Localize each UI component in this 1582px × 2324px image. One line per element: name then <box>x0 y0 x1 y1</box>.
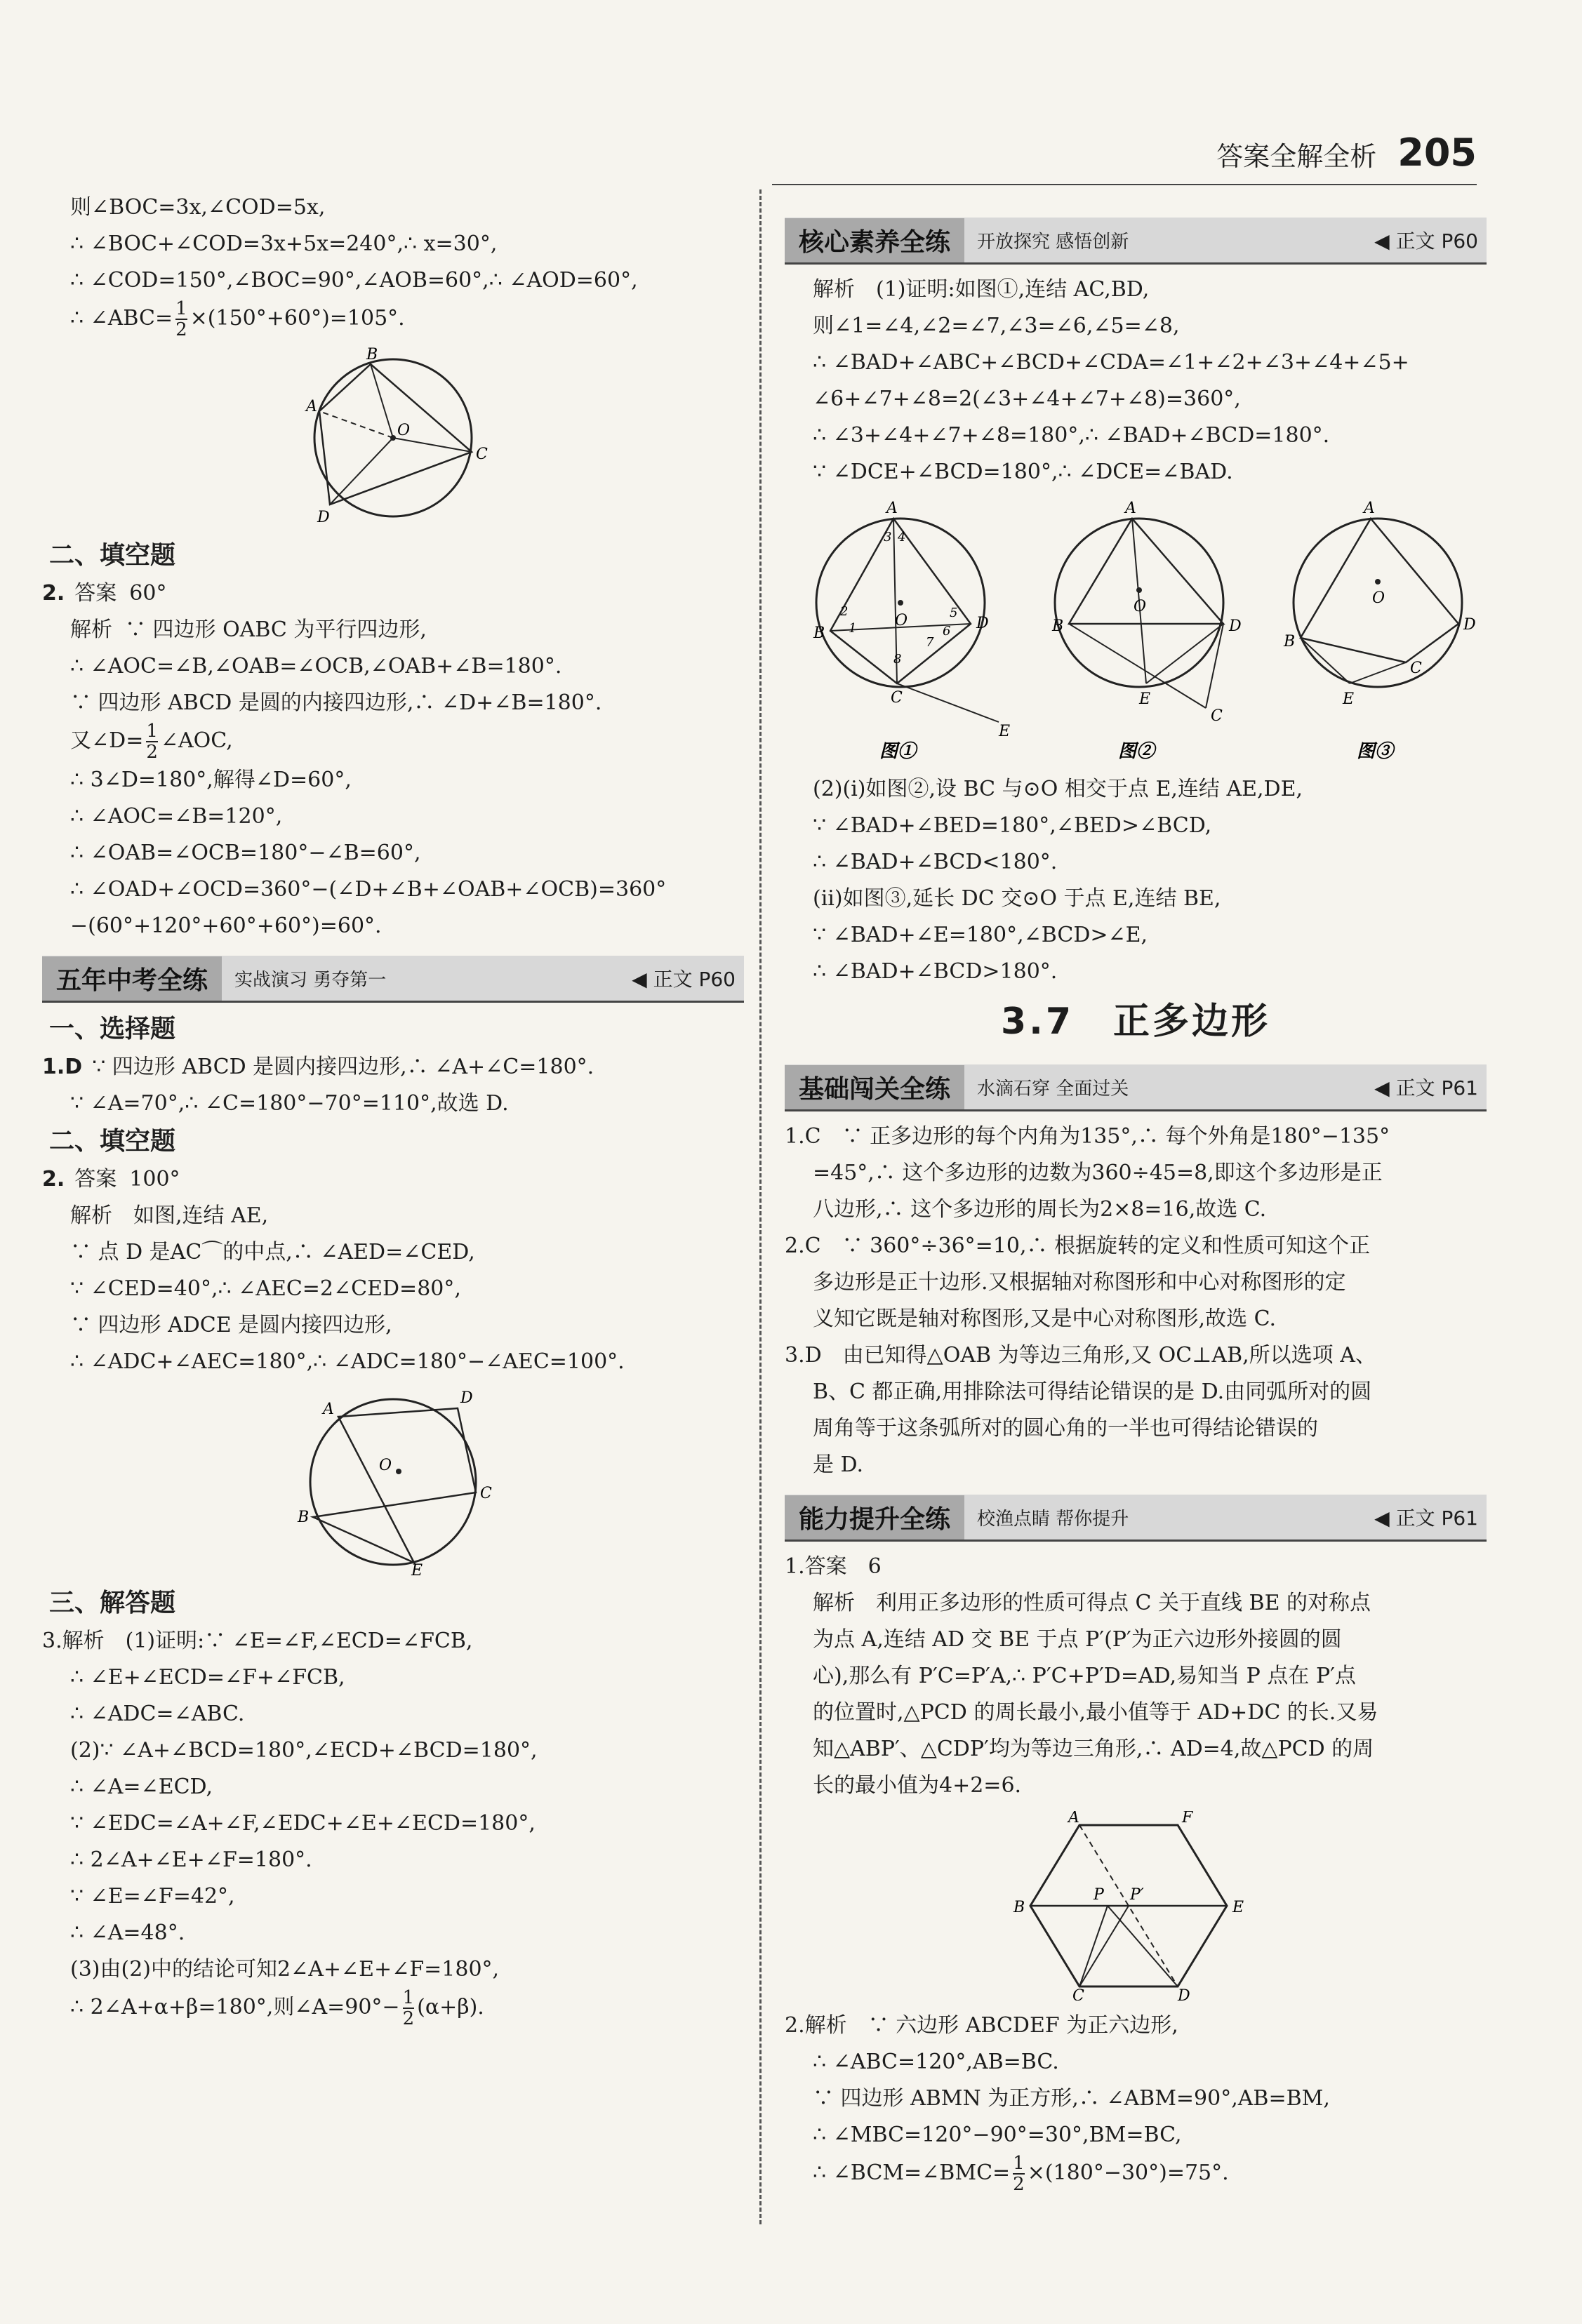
svg-text:5: 5 <box>950 606 958 620</box>
text-line: ∵ ∠BAD+∠E=180°,∠BCD>∠E, <box>813 923 1148 947</box>
svg-text:O: O <box>397 422 411 439</box>
text-line: ∴ ∠A=∠ECD, <box>70 1775 213 1799</box>
text-line: 3.D 由已知得△OAB 为等边三角形,又 OC⊥AB,所以选项 A、 <box>785 1343 1376 1368</box>
chapter-title: 3.7 正多边形 <box>1000 1001 1271 1043</box>
svg-text:B: B <box>366 347 378 363</box>
text-line: 多边形是正十边形.又根据轴对称图形和中心对称图形的定 <box>813 1270 1346 1295</box>
svg-text:B: B <box>298 1509 310 1526</box>
fraction: $\frac{1}{2}$ <box>1013 2153 1025 2195</box>
svg-text:E: E <box>1139 690 1151 708</box>
section-heading: 二、填空题 <box>49 541 176 570</box>
column-divider <box>759 189 762 2224</box>
right-column <box>785 189 1487 2194</box>
svg-text:7: 7 <box>926 635 934 650</box>
text-line: (ii)如图③,延长 DC 交⊙O 于点 E,连结 BE, <box>813 886 1221 911</box>
banner-ability: 能力提升全练 校渔点睛 帮你提升 ◀ 正文 P61 <box>785 1495 1487 1542</box>
text-line: (3)由(2)中的结论可知2∠A+∠E+∠F=180°, <box>70 1957 500 1982</box>
text-line: ∴ ∠MBC=120°−90°=30°,BM=BC, <box>813 2123 1182 2147</box>
text-line: ∵ 点 D 是AC⌒的中点,∴ ∠AED=∠CED, <box>70 1240 475 1264</box>
answer-line: 2. 答案 60° <box>42 581 167 606</box>
text-line: 2.解析 ∵ 六边形 ABCDEF 为正六边形, <box>785 2013 1178 2038</box>
svg-text:4: 4 <box>898 530 906 545</box>
answer-line: 2. 答案 100° <box>42 1167 180 1191</box>
text-line: 解析 利用正多边形的性质可得点 C 关于直线 BE 的对称点 <box>813 1591 1371 1615</box>
figure-three-circles <box>788 497 1483 764</box>
svg-text:图③: 图③ <box>1357 741 1394 762</box>
svg-text:P: P <box>1094 1886 1104 1904</box>
svg-text:2: 2 <box>840 604 849 619</box>
text-line: ∴ ∠BOC+∠COD=3x+5x=240°,∴ x=30°, <box>70 232 498 256</box>
svg-text:A: A <box>1364 500 1375 517</box>
svg-text:6: 6 <box>943 624 951 639</box>
svg-text:A: A <box>323 1401 334 1418</box>
text-line: 周角等于这条弧所对的圆心角的一半也可得结论错误的 <box>813 1416 1318 1441</box>
text-line: 八边形,∴ 这个多边形的周长为2×8=16,故选 C. <box>813 1197 1267 1222</box>
page-header <box>1216 131 1477 175</box>
text-line: ∴ ∠BAD+∠BCD<180°. <box>813 850 1058 874</box>
text-line: (2)(i)如图②,设 BC 与⊙O 相交于点 E,连结 AE,DE, <box>813 777 1303 801</box>
text-line: =45°,∴ 这个多边形的边数为360÷45=8,即这个多边形是正 <box>813 1161 1383 1185</box>
text-line: 解析 (1)证明:如图①,连结 AC,BD, <box>813 277 1150 302</box>
svg-text:D: D <box>460 1389 473 1407</box>
fraction: $\frac{1}{2}$ <box>146 721 158 763</box>
text-line: 解析 如图,连结 AE, <box>70 1203 269 1228</box>
text-line: ∴ ∠E+∠ECD=∠F+∠FCB, <box>70 1665 345 1690</box>
svg-text:E: E <box>1232 1899 1244 1916</box>
banner-core: 核心素养全练 开放探究 感悟创新 ◀ 正文 P60 <box>785 218 1487 265</box>
figure-circle-abcd <box>281 347 505 529</box>
svg-text:E: E <box>1343 690 1355 708</box>
svg-text:B: B <box>1284 633 1296 650</box>
svg-text:C: C <box>1211 707 1223 725</box>
svg-text:O: O <box>895 612 908 629</box>
text-line: B、C 都正确,用排除法可得结论错误的是 D.由同弧所对的圆 <box>813 1380 1372 1404</box>
text-line: 义知它既是轴对称图形,又是中心对称图形,故选 C. <box>813 1307 1277 1331</box>
svg-text:D: D <box>1178 1987 1190 2001</box>
text-line: ∴ 2∠A+∠E+∠F=180°. <box>70 1848 312 1872</box>
text-line: 1.C ∵ 正多边形的每个内角为135°,∴ 每个外角是180°−135° <box>785 1124 1390 1149</box>
text-line: ∴ ∠AOC=∠B=120°, <box>70 804 283 829</box>
text-line: ∴ ∠COD=150°,∠BOC=90°,∠AOB=60°,∴ ∠AOD=60°, <box>70 268 638 293</box>
svg-text:E: E <box>999 723 1011 740</box>
text-line: ∴ 3∠D=180°,解得∠D=60°, <box>70 768 352 792</box>
text-line: ∴ ∠A=48°. <box>70 1921 185 1945</box>
section-heading: 一、选择题 <box>49 1015 176 1043</box>
svg-text:A: A <box>886 500 898 517</box>
text-line: ∴ ∠OAD+∠OCD=360°−(∠D+∠B+∠OAB+∠OCB)=360° <box>70 877 667 902</box>
text-line: 解析 ∵ 四边形 OABC 为平行四边形, <box>70 617 427 642</box>
svg-text:D: D <box>1463 616 1476 634</box>
text-line: 心),那么有 P′C=P′A,∴ P′C+P′D=AD,易知当 P 点在 P′点 <box>813 1664 1356 1688</box>
section-heading: 二、填空题 <box>49 1127 176 1156</box>
svg-text:C: C <box>480 1485 492 1502</box>
text-line: ∴ ∠BAD+∠BCD>180°. <box>813 959 1058 984</box>
svg-text:P′: P′ <box>1130 1886 1144 1904</box>
text-line: ∵ 四边形 ADCE 是圆内接四边形, <box>70 1313 392 1337</box>
text-line: −(60°+120°+60°+60°)=60°. <box>70 914 382 938</box>
svg-text:A: A <box>306 398 317 415</box>
svg-text:B: B <box>1013 1899 1025 1916</box>
text-line: ∴ ∠ADC=∠ABC. <box>70 1702 245 1726</box>
svg-text:B: B <box>1052 617 1064 635</box>
text-line: (2)∵ ∠A+∠BCD=180°,∠ECD+∠BCD=180°, <box>70 1738 538 1763</box>
text-line: ∵ 四边形 ABMN 为正方形,∴ ∠ABM=90°,AB=BM, <box>813 2086 1330 2111</box>
svg-text:8: 8 <box>893 652 902 667</box>
figure-hexagon <box>1009 1811 1262 2001</box>
text-line: ∴ ∠ADC+∠AEC=180°,∴ ∠ADC=180°−∠AEC=100°. <box>70 1349 625 1374</box>
svg-text:B: B <box>813 625 825 642</box>
answer-line: 1.D ∵ 四边形 ABCD 是圆内接四边形,∴ ∠A+∠C=180°. <box>42 1055 594 1079</box>
text-line: ∴ ∠3+∠4+∠7+∠8=180°,∴ ∠BAD+∠BCD=180°. <box>813 423 1330 448</box>
svg-text:图①: 图① <box>879 741 917 762</box>
text-line: ∴ ∠ABC=120°,AB=BC. <box>813 2050 1059 2074</box>
text-line: ∵ ∠CED=40°,∴ ∠AEC=2∠CED=80°, <box>70 1276 461 1301</box>
fraction: $\frac{1}{2}$ <box>175 298 187 340</box>
text-line: ∴ ∠BAD+∠ABC+∠BCD+∠CDA=∠1+∠2+∠3+∠4+∠5+ <box>813 350 1409 375</box>
text-line: 则∠BOC=3x,∠COD=5x, <box>70 195 326 220</box>
svg-text:C: C <box>891 689 903 707</box>
text-line: 长的最小值为4+2=6. <box>813 1773 1022 1798</box>
svg-text:C: C <box>1072 1987 1084 2001</box>
svg-text:3: 3 <box>884 530 892 545</box>
svg-text:F: F <box>1182 1811 1193 1827</box>
frac-line: ∴ 2∠A+α+β=180°,则∠A=90°− $\frac{1}{2}$ (α+β). <box>70 1987 484 2029</box>
text-line: ∵ ∠BAD+∠BED=180°,∠BED>∠BCD, <box>813 813 1212 838</box>
svg-text:O: O <box>1134 598 1147 615</box>
text-line: ∴ ∠AOC=∠B,∠OAB=∠OCB,∠OAB+∠B=180°. <box>70 654 562 679</box>
svg-text:D: D <box>976 615 989 632</box>
fraction: $\frac{1}{2}$ <box>402 1987 415 2029</box>
svg-text:A: A <box>1068 1811 1079 1827</box>
text-line: 3.解析 (1)证明:∵ ∠E=∠F,∠ECD=∠FCB, <box>42 1629 473 1653</box>
text-line: 知△ABP′、△CDP′均为等边三角形,∴ AD=4,故△PCD 的周 <box>813 1737 1374 1761</box>
svg-text:E: E <box>411 1562 423 1577</box>
svg-text:图②: 图② <box>1118 741 1155 762</box>
svg-text:C: C <box>476 446 488 463</box>
banner-five-year: 五年中考全练 实战演习 勇夺第一 ◀ 正文 P60 <box>42 956 744 1003</box>
text-line: 为点 A,连结 AD 交 BE 于点 P′(P′为正六边形外接圆的圆 <box>813 1627 1342 1652</box>
text-line: ∵ ∠A=70°,∴ ∠C=180°−70°=110°,故选 D. <box>70 1091 509 1116</box>
text-line: 是 D. <box>813 1452 864 1477</box>
frac-line: ∴ ∠ABC= $\frac{1}{2}$ ×(150°+60°)=105°. <box>70 298 405 340</box>
svg-text:O: O <box>1372 589 1385 607</box>
text-line: 的位置时,△PCD 的周长最小,最小值等于 AD+DC 的长.又易 <box>813 1700 1378 1725</box>
text-line: ∵ ∠E=∠F=42°, <box>70 1884 235 1909</box>
svg-text:C: C <box>1410 660 1422 677</box>
header-title: 答案全解全析 <box>1216 141 1377 172</box>
text-line: ∵ ∠EDC=∠A+∠F,∠EDC+∠E+∠ECD=180°, <box>70 1811 536 1836</box>
svg-text:D: D <box>317 509 330 526</box>
text-line: ∴ ∠OAB=∠OCB=180°−∠B=60°, <box>70 841 421 865</box>
text-line: ∵ 四边形 ABCD 是圆的内接四边形,∴ ∠D+∠B=180°. <box>70 690 602 715</box>
svg-text:O: O <box>379 1457 392 1474</box>
banner-basic: 基础闯关全练 水滴石穿 全面过关 ◀ 正文 P61 <box>785 1064 1487 1111</box>
text-line: ∵ ∠DCE+∠BCD=180°,∴ ∠DCE=∠BAD. <box>813 460 1233 484</box>
header-rule <box>772 184 1477 185</box>
section-heading: 三、解答题 <box>49 1589 176 1617</box>
left-column <box>42 189 744 2029</box>
page-number: 205 <box>1397 131 1477 175</box>
frac-line: 又∠D= $\frac{1}{2}$ ∠AOC, <box>70 721 233 763</box>
text-line: 则∠1=∠4,∠2=∠7,∠3=∠6,∠5=∠8, <box>813 314 1180 338</box>
text-line: 1.答案 6 <box>785 1554 882 1579</box>
svg-text:1: 1 <box>849 621 857 636</box>
svg-text:A: A <box>1125 500 1136 517</box>
text-line: 2.C ∵ 360°÷36°=10,∴ 根据旋转的定义和性质可知这个正 <box>785 1234 1371 1258</box>
figure-circle-adce <box>274 1387 512 1577</box>
svg-text:D: D <box>1229 617 1242 635</box>
frac-line: ∴ ∠BCM=∠BMC= $\frac{1}{2}$ ×(180°−30°)=75°. <box>813 2153 1229 2195</box>
text-line: ∠6+∠7+∠8=2(∠3+∠4+∠7+∠8)=360°, <box>813 387 1241 411</box>
